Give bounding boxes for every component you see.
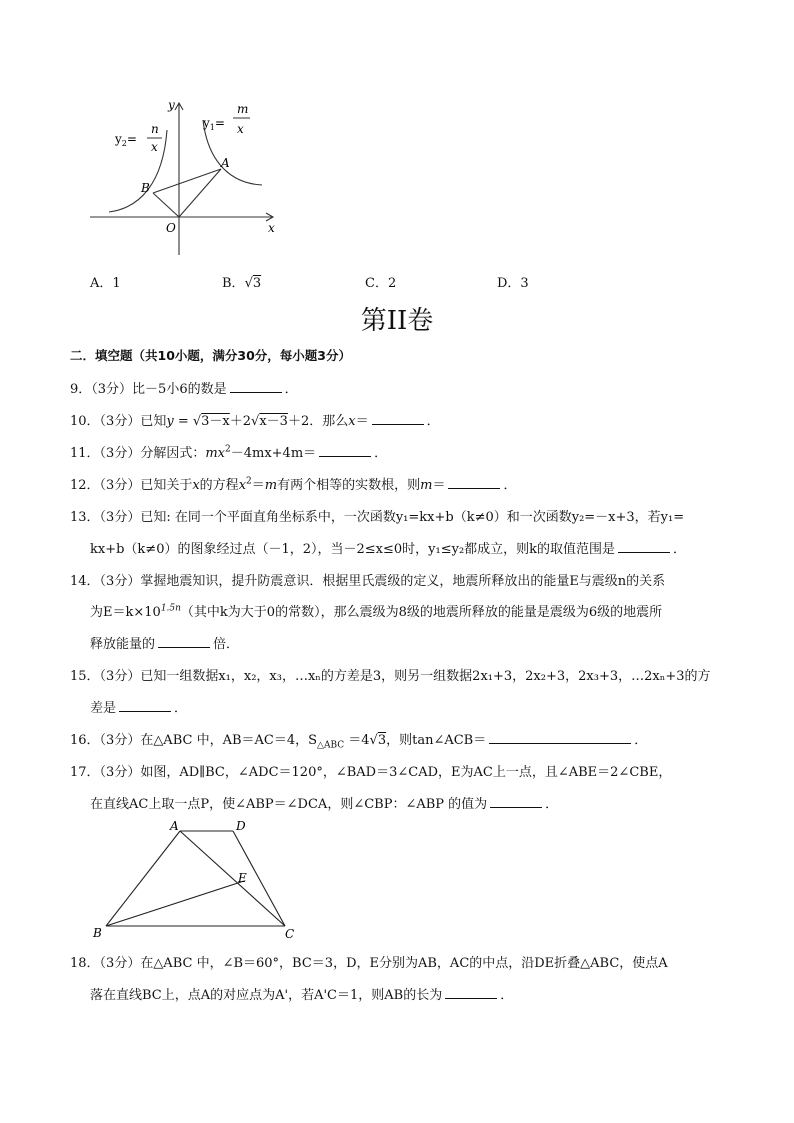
q12-exp: 2	[246, 476, 252, 487]
q16-end: ．	[634, 733, 648, 748]
question-9	[70, 378, 298, 397]
question-13-line2	[90, 538, 686, 557]
q16-blank	[489, 731, 631, 744]
fig2-label-D: D	[236, 819, 246, 833]
section-heading: 二．填空题（共10小题，满分30分，每小题3分）	[70, 348, 351, 363]
segment-AC	[180, 831, 285, 926]
q10-d: ＝	[355, 414, 369, 429]
q9-end: ．	[284, 382, 298, 397]
q18-line2a: 落在直线BC上，点A的对应点为A'，若A'C＝1，则AB的长为	[90, 988, 443, 1003]
q12-m2: m	[420, 478, 433, 493]
question-15-line1: 15．（3分）已知一组数据x₁，x₂，x₃，…xₙ的方差是3，则另一组数据2x₁+3，2x₂+3，2x₃+3，…2xₙ+3的方	[70, 669, 711, 684]
hyperbola-figure	[85, 95, 285, 260]
q11-exp: 2	[225, 444, 231, 455]
q12-x2: x	[238, 478, 247, 493]
q9-text: 9．（3分）比－5小6的数是	[70, 382, 227, 397]
q13-blank	[618, 540, 670, 553]
y1-den: x	[237, 122, 244, 136]
fig1-label-B: B	[141, 181, 150, 195]
option-c: C．2	[365, 276, 397, 291]
q11-end: ．	[374, 446, 388, 461]
y1-eq: =	[214, 116, 225, 130]
q14-line3b: 倍．	[213, 637, 240, 652]
fig1-label-y: y	[168, 98, 175, 112]
q15-line2a: 差是	[90, 701, 117, 716]
q17-end: ．	[545, 797, 559, 812]
q16-root: 3	[377, 733, 387, 748]
fig2-label-A: A	[170, 819, 179, 833]
q9-blank	[230, 380, 282, 393]
q10-a: 10．（3分）已知	[70, 414, 167, 429]
y2-den: x	[151, 140, 158, 154]
volume-title: 第II卷	[360, 306, 434, 336]
q14-exp: 1.5n	[160, 603, 181, 614]
fig2-label-E: E	[238, 871, 247, 885]
fig1-label-O: O	[166, 221, 176, 235]
q12-c: ＝	[251, 478, 265, 493]
q14-line2b: （其中k为大于0的常数），那么震级为8级的地震所释放的能量是震级为6级的地震所	[180, 605, 663, 620]
q18-blank	[445, 986, 497, 999]
q10-r1: 3－x	[201, 414, 230, 429]
q10-blank	[372, 412, 424, 425]
y2-eq: =	[126, 132, 137, 146]
q12-e: ＝	[432, 478, 446, 493]
q11-a: 11．（3分）分解因式：	[70, 446, 206, 461]
segment-OB	[153, 193, 179, 217]
q14-line3a: 释放能量的	[90, 637, 156, 652]
fig1-label-A: A	[221, 156, 230, 170]
y1-num: m	[237, 102, 249, 116]
q10-r2: x－3	[259, 414, 288, 429]
q12-x: x	[192, 478, 200, 493]
question-13-line1: 13．（3分）已知: 在同一个平面直角坐标系中，一次函数y₁=kx+b（k≠0）和一次函数y₂=－x+3，若y₁=	[70, 510, 685, 525]
question-14-line2	[90, 601, 662, 620]
q10-y: y	[166, 414, 174, 429]
fig2-label-B: B	[93, 926, 102, 940]
trapezoid-figure	[88, 815, 303, 943]
q12-a: 12．（3分）已知关于	[70, 478, 193, 493]
question-17-line1: 17．（3分）如图，AD∥BC，∠ADC＝120°，∠BAD＝3∠CAD，E为AC上一点，且∠ABE＝2∠CBE，	[70, 765, 672, 780]
option-b-prefix: B．	[222, 276, 245, 291]
question-18-line2	[90, 984, 513, 1003]
question-15-line2	[90, 697, 187, 716]
q16-sub: △ABC	[317, 740, 345, 751]
svg-text:y2=	[114, 132, 137, 148]
q10-end: ．	[426, 414, 440, 429]
q11-expr2: －4mx+4m＝	[230, 446, 317, 461]
option-a: A．1	[90, 276, 121, 291]
option-b: B．√3	[222, 276, 262, 291]
question-11	[70, 442, 387, 461]
q16-c: ，则tan∠ACB＝	[386, 733, 487, 748]
q17-blank	[490, 795, 542, 808]
q14-blank	[158, 635, 210, 648]
q16-a: 16．（3分）在△ABC 中，AB＝AC＝4，S	[70, 733, 318, 748]
q10-plus: ＋2	[229, 414, 252, 429]
svg-text:y1=	[202, 116, 225, 132]
y2-sub: 2	[121, 139, 127, 148]
q17-line2a: 在直线AC上取一点P，使∠ABP＝∠DCA，则∠CBP：∠ABP 的值为	[90, 797, 488, 812]
y1-sub: 1	[209, 123, 215, 132]
q10-eq: =	[173, 414, 193, 429]
question-16: 16．（3分）在△ABC 中，AB＝AC＝4，$S_{\triangle ABC} =4√3$，则tan∠ACB＝ ．	[70, 733, 648, 751]
q15-blank	[119, 699, 171, 712]
question-12	[70, 474, 516, 493]
q11-blank	[319, 444, 371, 457]
fig1-label-x: x	[268, 221, 275, 235]
q12-end: ．	[503, 478, 517, 493]
q12-m: m	[264, 478, 278, 493]
question-14-line3	[90, 633, 239, 652]
q16-b: ＝4	[344, 733, 370, 748]
q13-end: ．	[673, 542, 687, 557]
question-17-line2	[90, 793, 558, 812]
q14-line2a: 为E＝k×10	[90, 605, 161, 620]
segment-BE	[106, 881, 244, 926]
y2-label: y	[115, 132, 122, 146]
q12-blank	[448, 476, 500, 489]
question-18-line1: 18．（3分）在△ABC 中，∠B＝60°，BC＝3，D，E分别为AB，AC的中点，沿DE折叠△ABC，使点A	[70, 956, 668, 971]
option-d: D．3	[497, 276, 529, 291]
y1-label: y	[203, 116, 210, 130]
fig2-label-C: C	[285, 927, 295, 941]
q10-x: x	[348, 414, 356, 429]
q18-end: ．	[500, 988, 514, 1003]
q12-d: 有两个相等的实数根，则	[277, 478, 421, 493]
q15-end: ．	[174, 701, 188, 716]
y2-num: n	[151, 122, 159, 136]
question-10: 10．（3分）已知y = √3－x＋2√x－3＋2．那么x＝ ．	[70, 414, 440, 429]
question-14-line1: 14．（3分）掌握地震知识，提升防震意识．根据里氏震级的定义，地震所释放出的能量E与震级n的关系	[70, 574, 666, 589]
q11-expr1: mx	[205, 446, 225, 461]
option-b-root: 3	[252, 276, 262, 291]
q13-line2a: kx+b（k≠0）的图象经过点（－1，2），当－2≤x≤0时，y₁≤y₂都成立，则k的取值范围是	[90, 542, 616, 557]
q10-c: ＋2．那么	[287, 414, 349, 429]
segment-AB	[106, 831, 180, 926]
q12-b: 的方程	[199, 478, 239, 493]
